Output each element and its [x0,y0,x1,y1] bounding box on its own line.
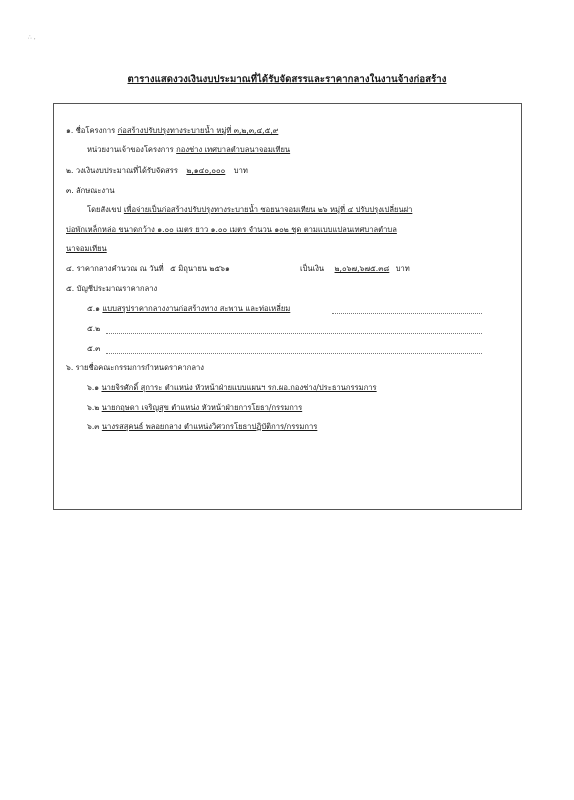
summary-line2: บ่อพักเหล็กหล่อ ขนาดกว้าง ๑.๐๐ เมตร ยาว ๑.๐๐ เมตร จำนวน ๑๐๒ ชุด ตามแบบแปลนเทศบาลตำบล [66,225,397,234]
summary-prefix: โดยสังเขป [87,205,122,214]
agency-value: กองช่าง เทศบาลตำบลนาจอมเทียน [176,145,291,154]
member-text: นางรสสุคนธ์ พลอยกลาง ตำแหน่งวิศวกรโยธาปฏิบัติการ/กรรมการ [101,422,318,431]
budget-amount: ๒,๑๔๐,๐๐๐ [186,166,226,175]
document-title: ตารางแสดงวงเงินงบประมาณที่ได้รับจัดสรรและราคากลางในงานจ้างก่อสร้าง [127,74,447,85]
sub-number: ๕.๒ [87,324,101,333]
item5-sub1 [87,304,290,314]
item1-label: ๑. ชื่อโครงการ [66,126,116,135]
sub-number: ๕.๑ [87,304,100,313]
member-number: ๖.๒ [87,403,100,412]
committee-member [87,403,302,413]
sub-text: แบบสรุปราคากลางงานก่อสร้างทาง สะพาน และท่อเหลี่ยม [102,304,291,313]
summary-line1: เพื่อจ่ายเป็นก่อสร้างปรับปรุงทางระบายน้ำ ซอยนาจอมเทียน ๒๖ หมู่ที่ ๔ ปรับปรุงเปลี่ยนฝา [123,205,413,214]
dotted-line [106,353,482,354]
item1-row [66,126,278,136]
item2-label: ๒. วงเงินงบประมาณที่ได้รับจัดสรร [66,166,178,175]
amount-unit: บาท [395,264,410,273]
scan-mark: ∴ , [28,34,36,41]
member-number: ๖.๑ [87,383,100,392]
item5-sub2 [87,324,100,334]
sub-number: ๕.๓ [87,344,101,353]
agency-label: หน่วยงานเจ้าของโครงการ [87,145,174,154]
project-name: ก่อสร้างปรับปรุงทางระบายน้ำ หมู่ที่ ๓,๒,๓,๔,๕,๙ [117,126,279,135]
item4-label: ๔. ราคากลางคำนวณ ณ วันที่ [66,264,164,273]
member-text: นายกฤษดา เจริญสุข ตำแหน่ง หัวหน้าฝ่ายการโยธา/กรรมการ [101,403,303,412]
member-text: นายจิรศักดิ์ สุการะ ตำแหน่ง หัวหน้าฝ่ายแบบแผนฯ รก.ผอ.กองช่าง/ประธานกรรมการ [101,383,377,392]
member-number: ๖.๓ [87,422,100,431]
item3-line1 [87,205,412,215]
item2-row [66,166,248,176]
summary-line3: นาจอมเทียน [66,244,107,253]
amount-row [300,264,410,274]
committee-member [87,422,317,432]
item3-label: ๓. ลักษณะงาน [66,186,115,195]
item4-row [66,264,230,274]
item5-label: ๕. บัญชีประมาณราคากลาง [66,284,158,293]
budget-unit: บาท [233,166,248,175]
calc-date: ๕ มิถุนายน ๒๕๖๑ [170,264,230,273]
item6-label: ๖. รายชื่อคณะกรรมการกำหนดราคากลาง [66,363,204,372]
committee-member [87,383,377,393]
agency-row [87,145,290,155]
amount-label: เป็นเงิน [300,264,325,273]
item5-sub3 [87,344,100,354]
median-price: ๒,๐๖๗,๖๗๕.๓๘ [334,264,390,273]
dotted-line [106,333,482,334]
dotted-line [332,313,482,314]
